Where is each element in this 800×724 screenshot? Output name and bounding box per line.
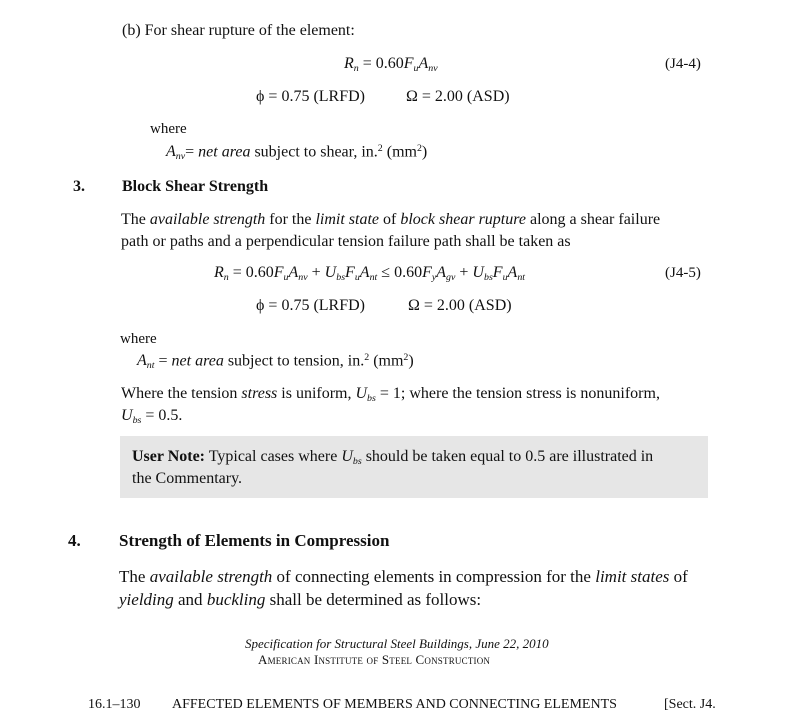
equation-j4-5: $R_n = 0.60F_uA_{nv} + U_{bs}F_uA_{nt} \le 0.60F_yA_{gv} + U_{bs}F_uA_{nt}$ [214, 264, 526, 283]
section-4-title: Strength of Elements in Compression [119, 531, 390, 550]
omega-asd-b: Ω = 2.00 (ASD) [406, 88, 510, 105]
section-3-title: Block Shear Strength [122, 178, 269, 195]
section-reference: [Sect. J4. [664, 697, 716, 712]
ant-definition: $A_{nt}$ = net area subject to tension, in.$^2$ $(mm^2)$ [137, 352, 414, 372]
section-3-number: 3. [73, 178, 85, 195]
phi-lrfd-b: ϕ = 0.75 (LRFD) [256, 88, 365, 105]
footer-spec-line: Specification for Structural Steel Buildings, June 22, 2010 [245, 636, 549, 651]
phi-lrfd-3: ϕ = 0.75 (LRFD) [256, 297, 365, 314]
section-3-paragraph-line-1: The available strength for the limit state of block shear rupture along a shear failure [121, 211, 661, 228]
omega-asd-3: Ω = 2.00 (ASD) [408, 297, 512, 314]
page-number: 16.1–130 [88, 697, 141, 712]
where-label-b: where [150, 121, 187, 137]
equation-j4-4: $R_n = 0.60F_uA_{nv}$ [344, 55, 438, 74]
section-3-paragraph-line-2: path or paths and a perpendicular tension failure path shall be taken as [121, 233, 571, 250]
user-note-line-1: User Note: Typical cases where $U_{bs}$ should be taken equal to 0.5 are illustrated in [132, 448, 654, 467]
section-4-paragraph-line-1: The available strength of connecting elements in compression for the limit states of [119, 567, 688, 586]
equation-number-j4-5: (J4-5) [665, 265, 701, 281]
section-4-number: 4. [68, 531, 81, 550]
part-b-heading: (b) For shear rupture of the element: [122, 22, 355, 39]
ubs-paragraph-line-1: Where the tension stress is uniform, $U_{bs} = 1$; where the tension stress is nonuniform, [121, 385, 660, 404]
ubs-paragraph-line-2: $U_{bs} = 0.5$. [121, 407, 183, 426]
equation-number-j4-4: (J4-4) [665, 56, 701, 72]
footer-org-line: American Institute of Steel Construction [258, 652, 491, 667]
section-4-paragraph-line-2: yielding and buckling shall be determined as follows: [119, 590, 482, 609]
amv-definition: $A_{nv}=$ net area subject to shear, in.$^2$ $(mm^2)$ [166, 143, 428, 163]
amv-net-area: net area [198, 143, 251, 161]
user-note-box [120, 436, 708, 498]
where-label-3: where [120, 331, 157, 347]
running-title: AFFECTED ELEMENTS OF MEMBERS AND CONNECTING ELEMENTS [172, 697, 617, 712]
user-note-line-2: the Commentary. [132, 470, 243, 487]
